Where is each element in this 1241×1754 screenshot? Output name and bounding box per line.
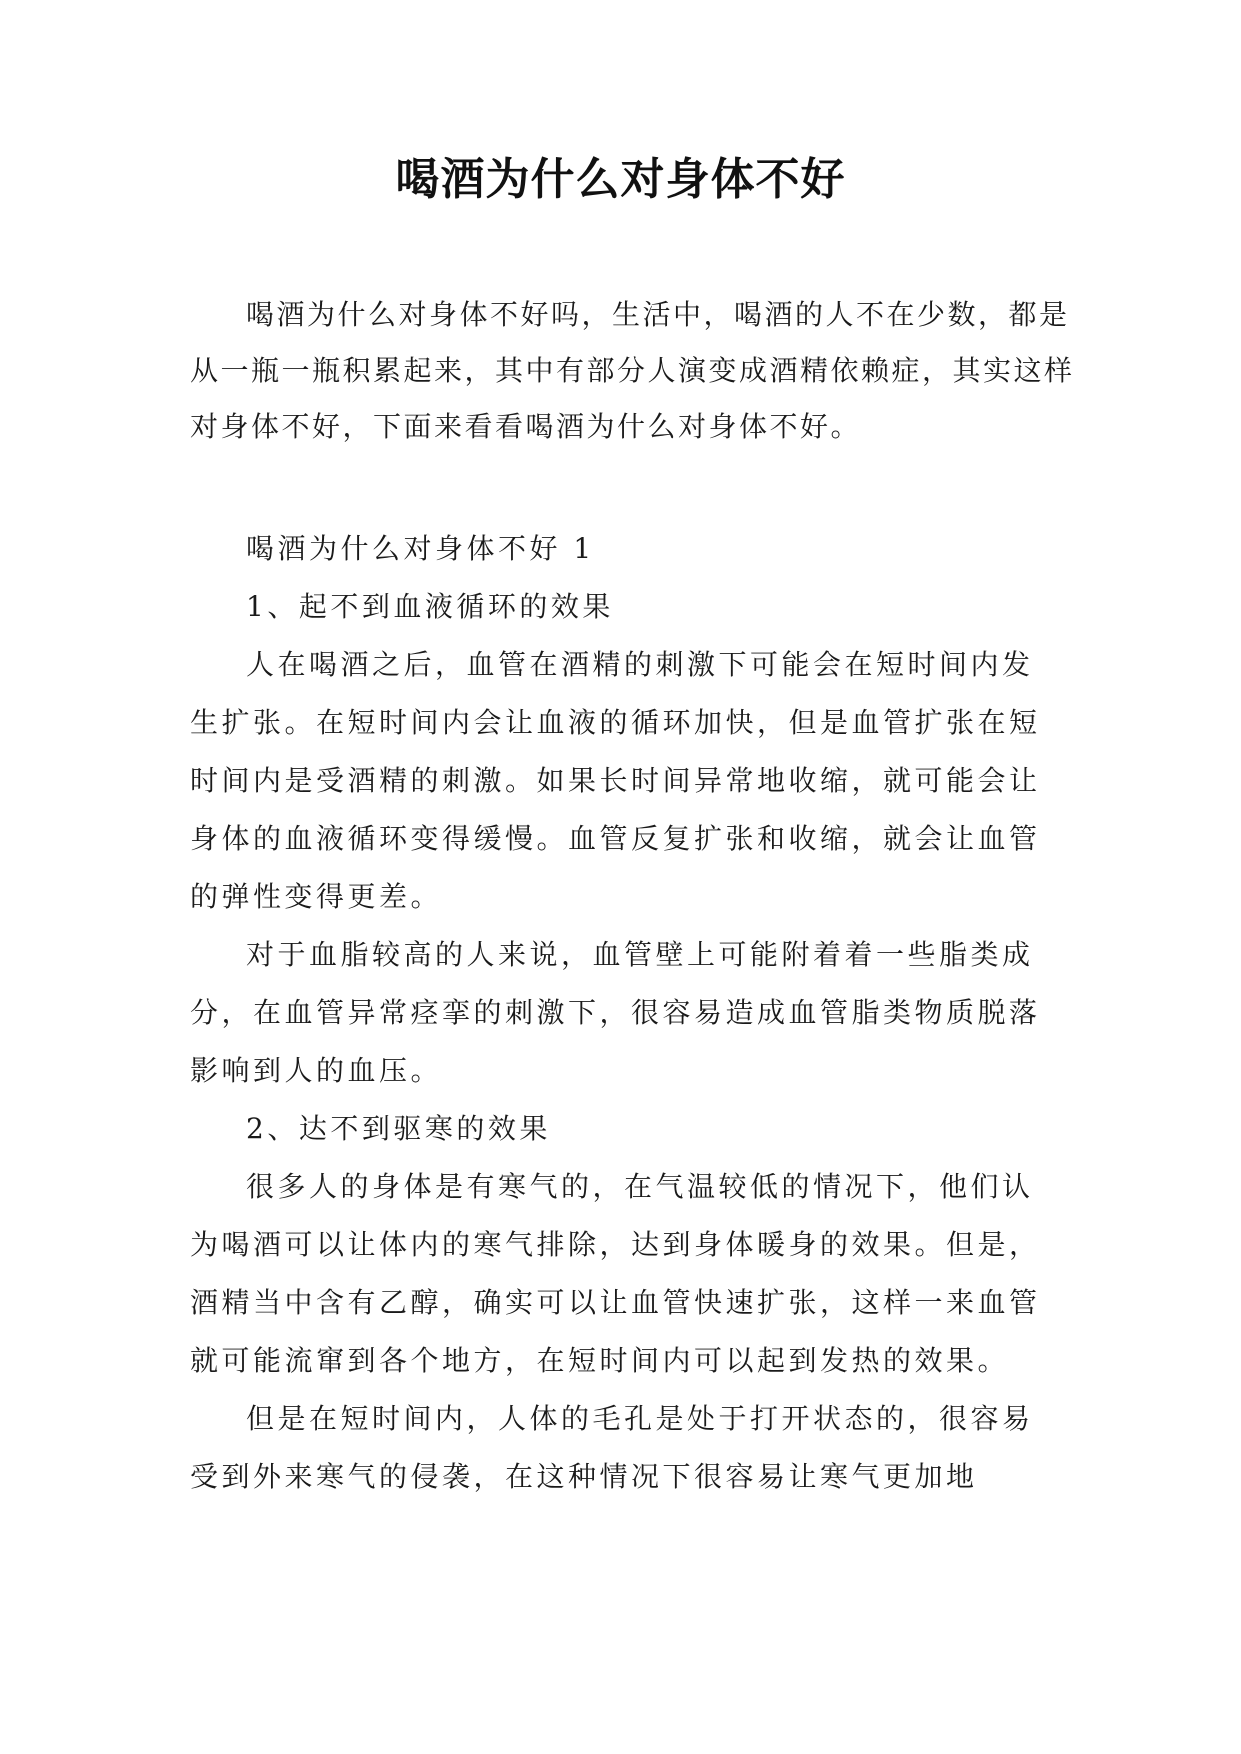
document-title: 喝酒为什么对身体不好 bbox=[395, 154, 846, 205]
point2-paragraph-2: 但是在短时间内，人体的毛孔是处于打开状态的，很容易受到外来寒气的侵袭，在这种情况下很容易让寒气更加地 bbox=[190, 1402, 1034, 1493]
body-section bbox=[190, 520, 1050, 1506]
intro-section bbox=[190, 287, 1080, 455]
section-heading: 喝酒为什么对身体不好 1 bbox=[246, 532, 595, 565]
intro-paragraph: 喝酒为什么对身体不好吗，生活中，喝酒的人不在少数，都是从一瓶一瓶积累起来，其中有部分人演变成酒精依赖症，其实这样对身体不好，下面来看看喝酒为什么对身体不好。 bbox=[190, 298, 1075, 443]
point2-paragraph-1: 很多人的身体是有寒气的，在气温较低的情况下，他们认为喝酒可以让体内的寒气排除，达到身体暖身的效果。但是，酒精当中含有乙醇，确实可以让血管快速扩张，这样一来血管就可能流窜到各个地方，在短时间内可以起到发热的效果。 bbox=[190, 1170, 1041, 1377]
point2-heading: 2、达不到驱寒的效果 bbox=[246, 1112, 551, 1145]
point1-heading: 1、起不到血液循环的效果 bbox=[246, 590, 614, 623]
point1-paragraph-1: 人在喝酒之后，血管在酒精的刺激下可能会在短时间内发生扩张。在短时间内会让血液的循环加快，但是血管扩张在短时间内是受酒精的刺激。如果长时间异常地收缩，就可能会让身体的血液循环变得缓慢。血管反复扩张和收缩，就会让血管的弹性变得更差。 bbox=[190, 648, 1041, 913]
point1-paragraph-2: 对于血脂较高的人来说，血管壁上可能附着着一些脂类成分，在血管异常痉挛的刺激下，很容易造成血管脂类物质脱落影响到人的血压。 bbox=[190, 938, 1041, 1087]
